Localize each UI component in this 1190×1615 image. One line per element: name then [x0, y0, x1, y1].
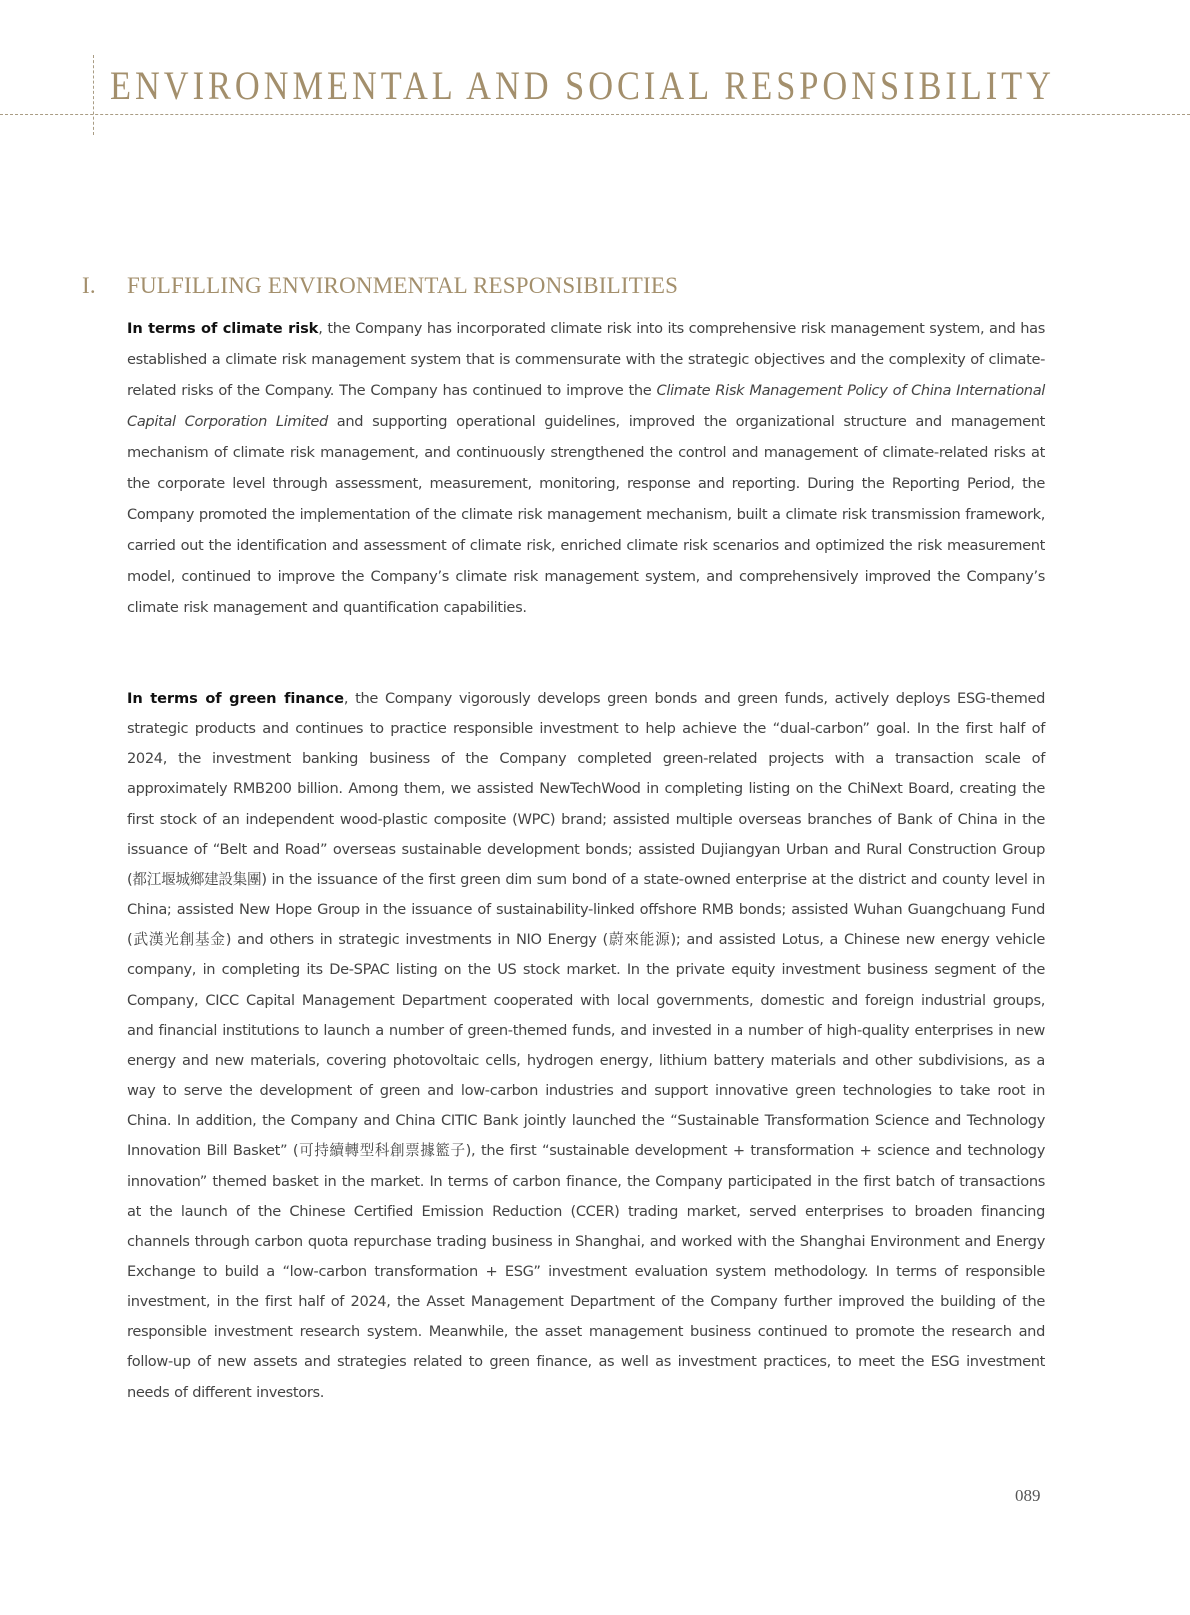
paragraph-text: , the Company vigorously develops green bonds and green funds, actively deploys ESG-themed strategic products and continues to practice responsible investment to help achieve the “dual-carbon” goal. In the first half of 2024, the investment banking business of the Company completed green-related projects with a transaction scale of approximately RMB200 billion. Among them, we assisted NewTechWood in completing listing on the ChiNext Board, creating the first stock of an independent wood-plastic composite (WPC) brand; assisted multiple overseas branches of Bank of China in the issuance of “Belt and Road” overseas sustainable development bonds; assisted Dujiangyan Urban and Rural Construction Group (都江堰城鄉建設集團) in the issuance of the first green dim sum bond of a state-owned enterprise at the district and county level in China; assisted New Hope Group in the issuance of sustainability-linked offshore RMB bonds; assisted Wuhan Guangchuang Fund (武漢光創基金) and others in strategic investments in NIO Energy (蔚來能源); and assisted Lotus, a Chinese new energy vehicle company, in completing its De-SPAC listing on the US stock market. In the private equity investment business segment of the Company, CICC Capital Management Department cooperated with local governments, domestic and foreign industrial groups, and financial institutions to launch a number of green-themed funds, and invested in a number of high-quality enterprises in new energy and new materials, covering photovoltaic cells, hydrogen energy, lithium battery materials and other subdivisions, as a way to serve the development of green and low-carbon industries and support innovative green technologies to take root in China. In addition, the Company and China CITIC Bank jointly launched the “Sustainable Transformation Science and Technology Innovation Bill Basket” (可持續轉型科創票據籃子), the first “sustainable development + transformation + science and technology innovation” themed basket in the market. In terms of carbon finance, the Company participated in the first batch of transactions at the launch of the Chinese Certified Emission Reduction (CCER) trading market, served enterprises to broaden financing channels through carbon quota repurchase trading business in Shanghai, and worked with the Shanghai Environment and Energy Exchange to build a “low-carbon transformation + ESG” investment evaluation system methodology. In terms of responsible investment, in the first half of 2024, the Asset Management Department of the Company further improved the building of the responsible investment research system. Meanwhile, the asset management business continued to promote the research and follow-up of new assets and strategies related to green finance, as well as investment practices, to meet the ESG investment needs of different investors. — [127, 690, 1045, 1401]
paragraph-green-finance — [127, 684, 1045, 1408]
section-number: I. — [82, 273, 96, 298]
page-number: 089 — [1015, 1486, 1041, 1505]
header-vertical-dashed-rule — [93, 55, 94, 135]
section-heading — [82, 272, 678, 300]
header-horizontal-dashed-rule — [0, 114, 1190, 115]
paragraph-lead-green-finance: In terms of green finance — [127, 690, 344, 707]
section-title: FULFILLING ENVIRONMENTAL RESPONSIBILITIES — [127, 273, 679, 298]
paragraph-climate-risk — [127, 313, 1045, 623]
paragraph-text: , the Company has incorporated climate risk into its comprehensive risk management system, and has established a climate risk management system that is commensurate with the strategic objectives and the complexity of climate-related risks of the Company. The Company has continued to improve the — [127, 320, 1046, 399]
paragraph-text: and supporting operational guidelines, improved the organizational structure and management mechanism of climate risk management, and continuously strengthened the control and management of climate-related risks at the corporate level through assessment, measurement, monitoring, response and reporting. During the Reporting Period, the Company promoted the implementation of the climate risk management mechanism, built a climate risk transmission framework, carried out the identification and assessment of climate risk, enriched climate risk scenarios and optimized the risk measurement model, continued to improve the Company’s climate risk management system, and comprehensively improved the Company’s climate risk management and quantification capabilities. — [127, 413, 1045, 616]
policy-title: Climate Risk Management Policy of China International Capital Corporation Limited — [127, 382, 1045, 430]
page-title: ENVIRONMENTAL AND SOCIAL RESPONSIBILITY — [110, 63, 1055, 108]
paragraph-lead-climate-risk: In terms of climate risk — [127, 320, 319, 337]
